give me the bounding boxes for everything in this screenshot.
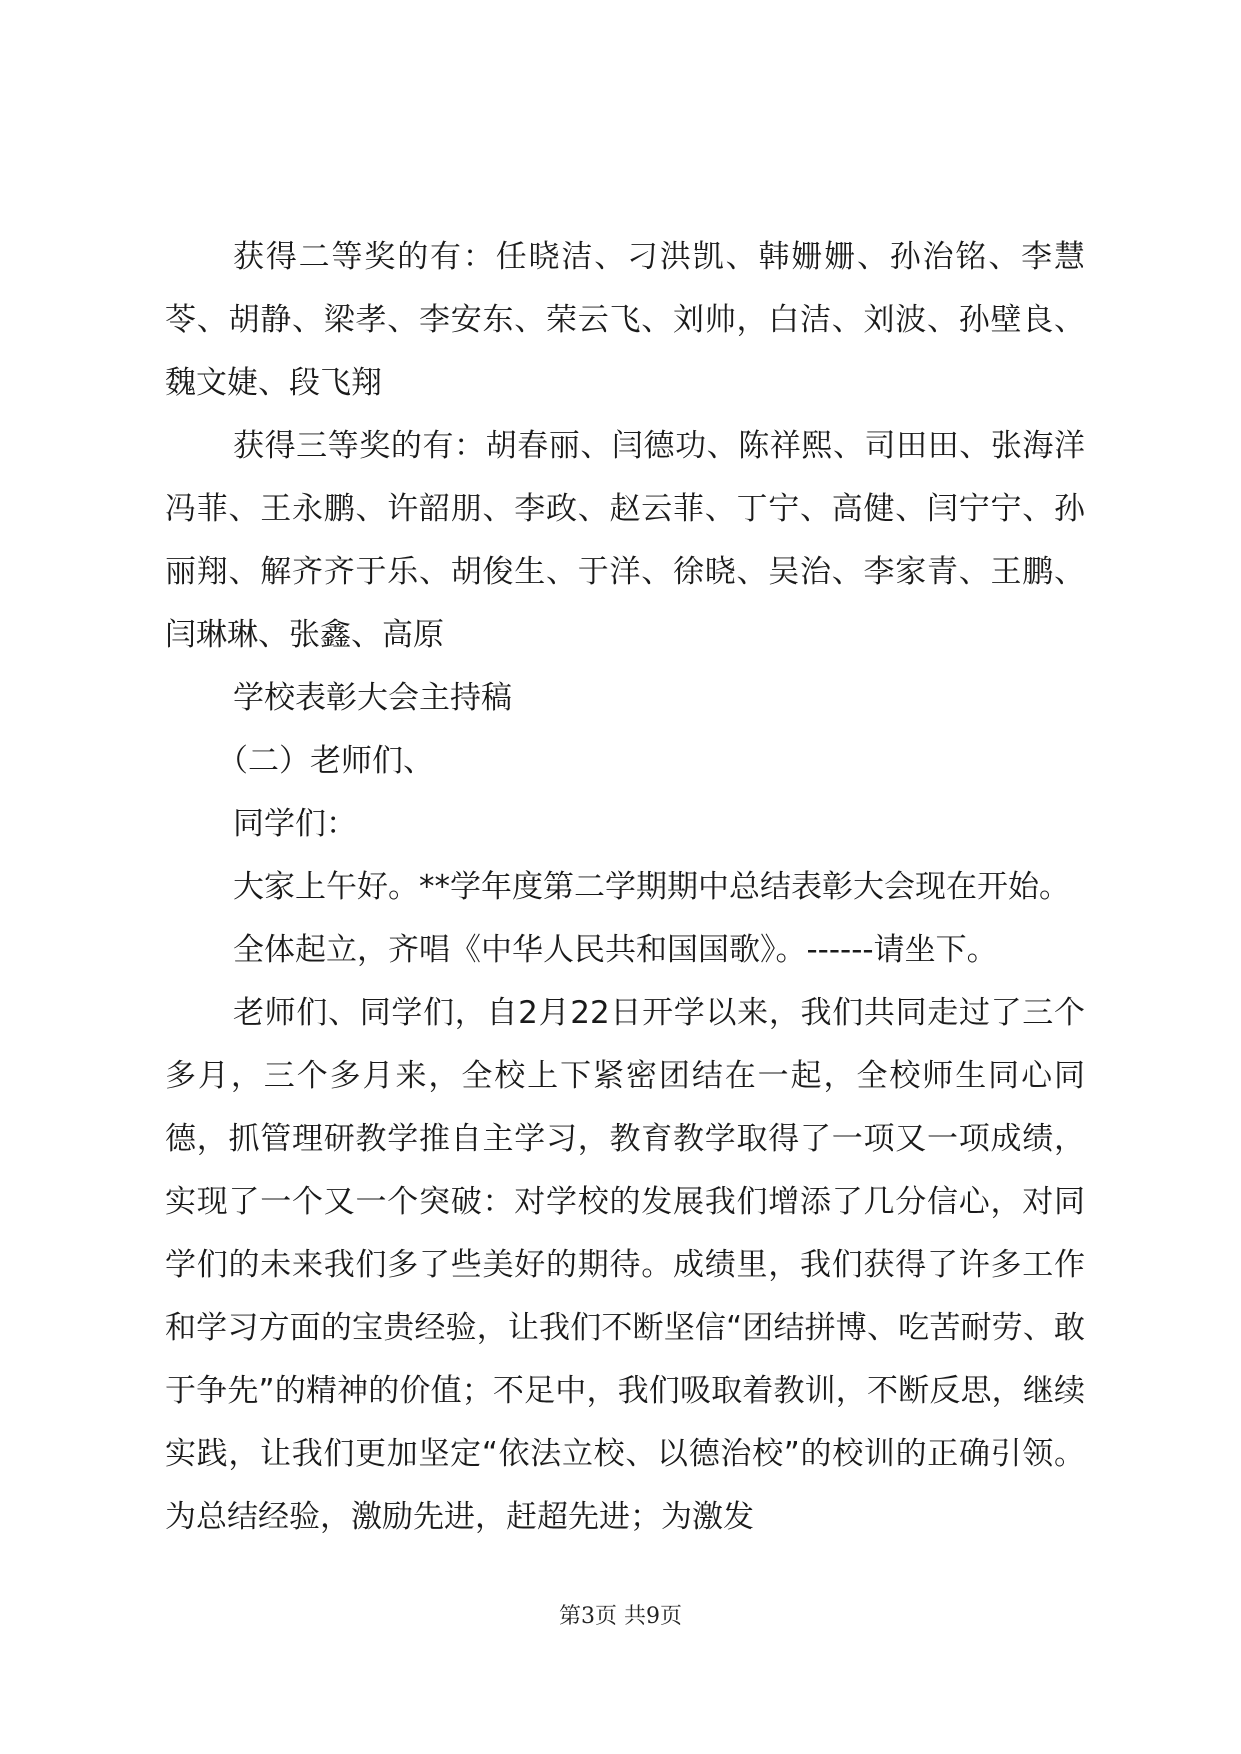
paragraph-review: 老师们、同学们，自2月22日开学以来，我们共同走过了三个多月，三个多月来，全校上下紧密团结在一起，全校师生同心同德，抓管理研教学推自主学习，教育教学取得了一项又一项成绩，实现了一个又一个突破：对学校的发展我们增添了几分信心，对同学们的未来我们多了些美好的期待。成绩里，我们获得了许多工作和学习方面的宝贵经验，让我们不断坚信“团结拼博、吃苦耐劳、敢于争先”的精神的价值；不足中，我们吸取着教训，不断反思，继续实践，让我们更加坚定“依法立校、以德治校”的校训的正确引领。为总结经验，激励先进，赶超先进；为激发 xyxy=(165,995,1085,1535)
document-body xyxy=(165,226,1085,1549)
section-number: （二）老师们、 xyxy=(217,743,434,779)
anthem-line: 全体起立，齐唱《中华人民共和国国歌》。------请坐下。 xyxy=(233,932,998,968)
paragraph-third-prize: 获得三等奖的有：胡春丽、闫德功、陈祥熙、司田田、张海洋冯菲、王永鹏、许韶朋、李政、赵云菲、丁宁、高健、闫宁宁、孙丽翔、解齐齐于乐、胡俊生、于洋、徐晓、吴治、李家青、王鹏、闫琳琳、张鑫、高原 xyxy=(165,428,1085,653)
page-number-footer: 第3页 共9页 xyxy=(559,1604,682,1629)
paragraph-second-prize: 获得二等奖的有：任晓洁、刁洪凯、韩姗姗、孙治铭、李慧苓、胡静、梁孝、李安东、荣云飞、刘帅，白洁、刘波、孙壁良、魏文婕、段飞翔 xyxy=(165,239,1085,401)
section-heading: 学校表彰大会主持稿 xyxy=(233,680,512,716)
opening-line: 大家上午好。**学年度第二学期期中总结表彰大会现在开始。 xyxy=(233,869,1070,905)
greeting: 同学们： xyxy=(233,806,357,842)
